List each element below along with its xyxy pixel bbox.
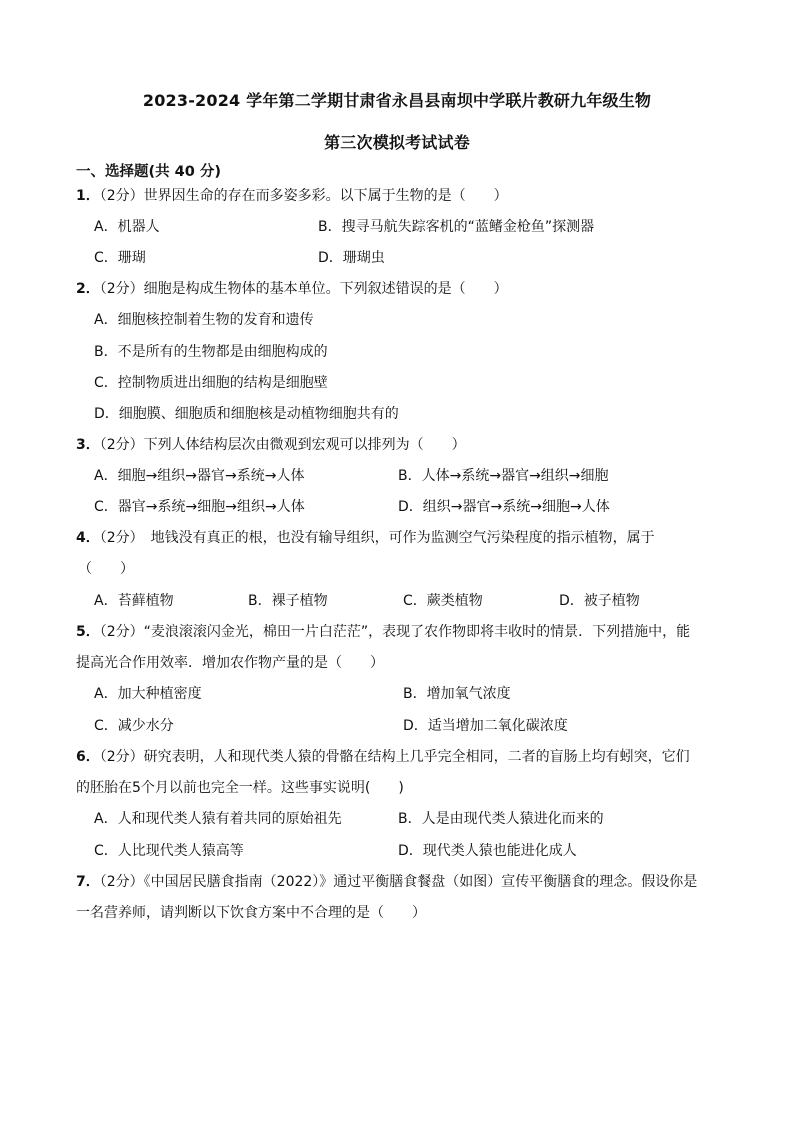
question-number: 1． <box>76 188 100 204</box>
question-3-stem <box>76 435 466 455</box>
question-2-option-d: D．细胞膜、细胞质和细胞核是动植物细胞共有的 <box>94 406 399 422</box>
question-5-option-a: A．加大种植密度 <box>94 686 202 702</box>
question-number: 3． <box>76 437 100 453</box>
question-3-option-d: D．组织→器官→系统→细胞→人体 <box>398 499 610 515</box>
question-1-option-c: C．珊瑚 <box>94 250 146 266</box>
question-number: 6． <box>76 749 100 765</box>
question-1-option-b: B．搜寻马航失踪客机的“蓝鳍金枪鱼”探测器 <box>318 219 595 235</box>
question-2-stem <box>76 279 508 299</box>
question-4-option-b: B．裸子植物 <box>248 593 328 609</box>
question-text: （2分）《中国居民膳食指南（2022）》通过平衡膳食餐盘（如图）宣传平衡膳食的理念。假设你是 <box>99 874 698 890</box>
exam-title-line-2: 第三次模拟考试试卷 <box>324 133 470 152</box>
question-4-option-d: D．被子植物 <box>559 593 640 609</box>
question-2-option-c: C．控制物质进出细胞的结构是细胞壁 <box>94 375 328 391</box>
question-number: 4． <box>76 530 100 546</box>
question-text: （2分）下列人体结构层次由微观到宏观可以排列为（ ） <box>99 437 466 453</box>
section-heading-choice: 一、选择题(共 40 分) <box>76 164 222 180</box>
question-3-option-b: B．人体→系统→器官→组织→细胞 <box>398 468 609 484</box>
question-2-option-a: A．细胞核控制着生物的发育和遗传 <box>94 312 314 328</box>
question-2-option-b: B．不是所有的生物都是由细胞构成的 <box>94 344 328 360</box>
question-7-stem <box>76 872 697 892</box>
question-number: 2． <box>76 281 100 297</box>
question-text: （2分） 地钱没有真正的根，也没有输导组织，可作为监测空气污染程度的指示植物，属于 <box>99 530 655 546</box>
question-7-stem-continued: 一名营养师，请判断以下饮食方案中不合理的是（ ） <box>76 905 426 921</box>
question-6-option-a: A．人和现代类人猿有着共同的原始祖先 <box>94 811 342 827</box>
question-6-stem-continued: 的胚胎在5个月以前也完全一样。这些事实说明( ) <box>76 780 404 796</box>
question-6-option-c: C．人比现代类人猿高等 <box>94 843 244 859</box>
question-1-option-d: D．珊瑚虫 <box>318 250 385 266</box>
question-6-option-b: B．人是由现代类人猿进化而来的 <box>398 811 604 827</box>
question-3-option-c: C．器官→系统→细胞→组织→人体 <box>94 499 305 515</box>
question-number: 5． <box>76 624 100 640</box>
question-number: 7． <box>76 874 100 890</box>
question-5-option-d: D．适当增加二氧化碳浓度 <box>403 718 568 734</box>
question-4-option-c: C．蕨类植物 <box>403 593 483 609</box>
question-5-stem-continued: 提高光合作用效率．增加农作物产量的是（ ） <box>76 655 384 671</box>
question-5-option-c: C．减少水分 <box>94 718 174 734</box>
question-5-stem <box>76 622 690 642</box>
question-text: （2分）世界因生命的存在而多姿多彩。以下属于生物的是（ ） <box>99 188 508 204</box>
question-text: （2分）“麦浪滚滚闪金光，棉田一片白茫茫”，表现了农作物即将丰收时的情景．下列措施中，能 <box>99 624 691 640</box>
question-1-stem <box>76 186 508 206</box>
question-text: （2分）细胞是构成生物体的基本单位。下列叙述错误的是（ ） <box>99 281 508 297</box>
question-6-stem <box>76 747 690 767</box>
question-5-option-b: B．增加氧气浓度 <box>403 686 511 702</box>
question-text: （2分）研究表明，人和现代类人猿的骨骼在结构上几乎完全相同，二者的盲肠上均有蚓突，它们 <box>99 749 690 765</box>
question-6-option-d: D．现代类人猿也能进化成人 <box>398 843 577 859</box>
question-3-option-a: A．细胞→组织→器官→系统→人体 <box>94 468 305 484</box>
exam-title-line-1: 2023-2024 学年第二学期甘肃省永昌县南坝中学联片教研九年级生物 <box>142 91 652 110</box>
question-4-stem-continued: （ ） <box>78 561 134 577</box>
question-1-option-a: A．机器人 <box>94 219 160 235</box>
question-4-option-a: A．苔藓植物 <box>94 593 174 609</box>
question-4-stem <box>76 528 655 548</box>
